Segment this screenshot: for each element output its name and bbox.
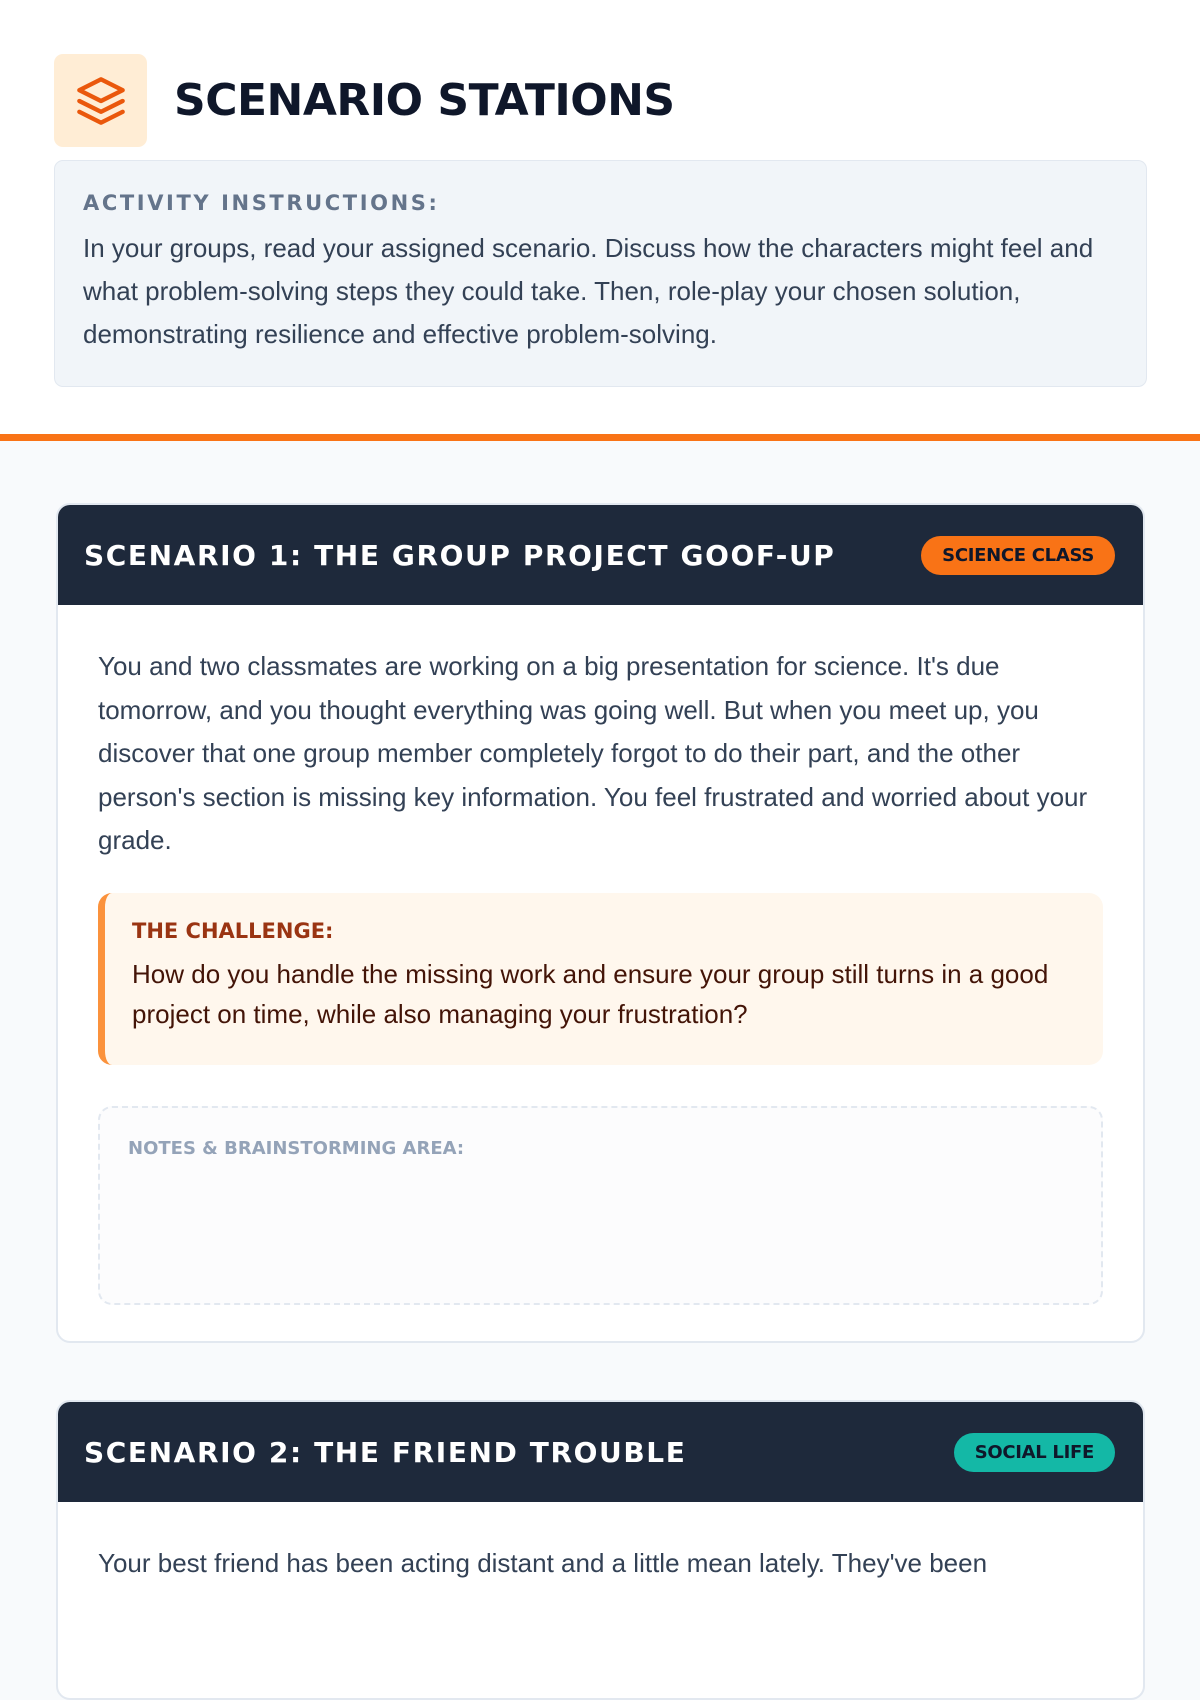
notes-label: NOTES & BRAINSTORMING AREA: xyxy=(128,1137,465,1159)
scenario-body xyxy=(58,605,1143,1305)
title-row xyxy=(54,54,1146,147)
challenge-heading: THE CHALLENGE: xyxy=(132,918,334,943)
category-tag: SOCIAL LIFE xyxy=(954,1433,1115,1472)
page-title: SCENARIO STATIONS xyxy=(174,75,675,126)
activity-instructions xyxy=(54,160,1147,387)
scenario-text: Your best friend has been acting distant and a little mean lately. They've been xyxy=(98,1548,988,1578)
logo-badge xyxy=(54,54,147,147)
scenario-card-2 xyxy=(56,1400,1145,1700)
scenario-text: You and two classmates are working on a big presentation for science. It's due tomorrow, and you thought everything was going well. But when you meet up, you discover that one group member completely forgot to do their part, and the other person's section is missing key information. You feel frustrated and worried about your grade. xyxy=(98,651,1088,855)
scenario-title: SCENARIO 1: THE GROUP PROJECT GOOF-UP xyxy=(84,538,836,572)
challenge-box xyxy=(98,893,1103,1065)
scenario-title: SCENARIO 2: THE FRIEND TROUBLE xyxy=(84,1435,687,1469)
category-tag: SCIENCE CLASS xyxy=(921,536,1115,575)
instructions-body: In your groups, read your assigned scenario. Discuss how the characters might feel and what problem-solving steps they could take. Then, role-play your chosen solution, demonstrating resilience and effective problem-solving. xyxy=(83,233,1094,349)
scenario-header xyxy=(58,505,1143,605)
scenario-card-1 xyxy=(56,503,1145,1343)
layers-icon xyxy=(75,75,127,127)
instructions-heading: ACTIVITY INSTRUCTIONS: xyxy=(83,191,440,215)
notes-area[interactable] xyxy=(98,1106,1103,1305)
challenge-text: How do you handle the missing work and ensure your group still turns in a good project on time, while also managing your frustration? xyxy=(132,958,1049,1029)
scenario-header xyxy=(58,1402,1143,1502)
page-header xyxy=(0,0,1200,441)
scenario-body xyxy=(58,1502,1143,1586)
